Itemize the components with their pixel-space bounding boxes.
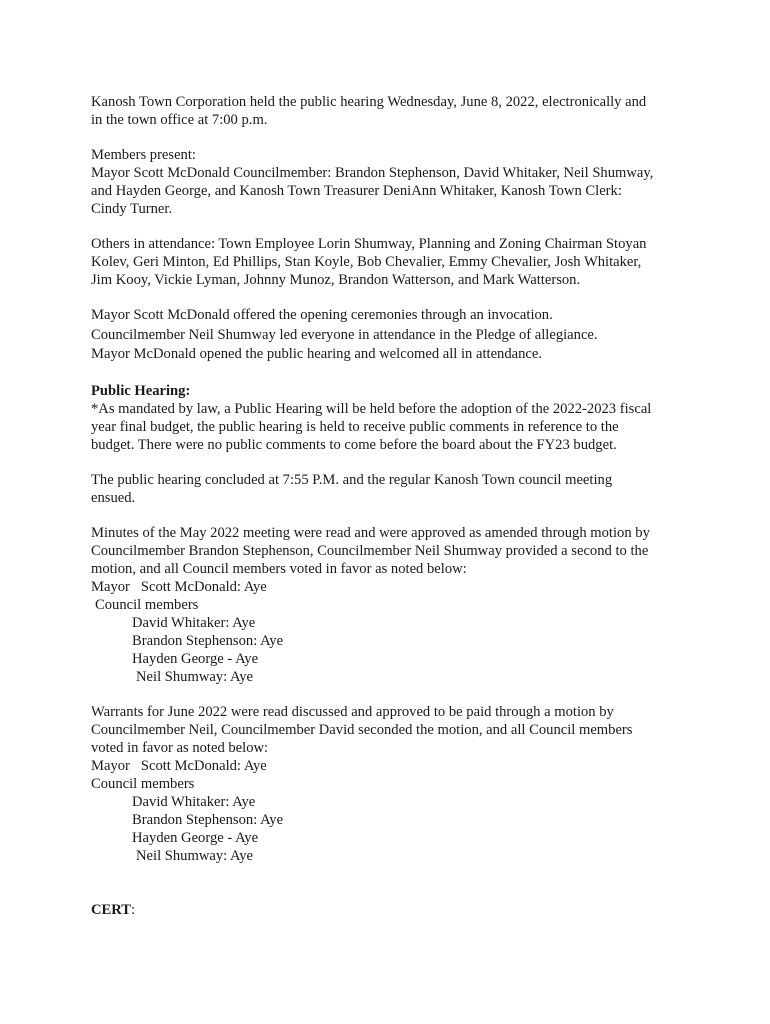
public-hearing-line: budget. There were no public comments to come before the board about the FY23 budget. [91, 436, 617, 453]
cert-line [91, 901, 691, 919]
warrants-paragraph [91, 703, 691, 865]
document-page [91, 93, 691, 919]
conclusion-line: ensued. [91, 489, 136, 506]
minutes-vote: Brandon Stephenson: Aye [132, 632, 284, 649]
warrants-council-label: Council members [91, 775, 195, 792]
opening-line: Mayor McDonald opened the public hearing and welcomed all in attendance. [91, 346, 543, 362]
minutes-line: motion, and all Council members voted in favor as noted below: [91, 560, 467, 577]
others-line: Jim Kooy, Vickie Lyman, Johnny Munoz, Brandon Watterson, and Mark Watterson. [91, 272, 581, 288]
intro-paragraph [91, 93, 691, 129]
minutes-council-label: Council members [95, 596, 199, 613]
intro-line: in the town office at 7:00 p.m. [91, 112, 268, 128]
public-hearing-line: *As mandated by law, a Public Hearing will be held before the adoption of the 2022-2023 fiscal [91, 400, 652, 417]
minutes-vote: Hayden George - Aye [132, 650, 259, 667]
cert-colon: : [131, 901, 136, 918]
minutes-mayor-vote: Mayor Scott McDonald: Aye [91, 578, 267, 595]
members-heading: Members present: [91, 147, 196, 163]
public-hearing-line: year final budget, the public hearing is held to receive public comments in reference to the [91, 418, 619, 435]
minutes-line: Councilmember Brandon Stephenson, Councilmember Neil Shumway provided a second to the [91, 542, 649, 559]
warrants-line: Warrants for June 2022 were read discussed and approved to be paid through a motion by [91, 703, 614, 720]
others-line: Kolev, Geri Minton, Ed Phillips, Stan Koyle, Bob Chevalier, Emmy Chevalier, Josh Whitaker, [91, 254, 642, 270]
conclusion-paragraph [91, 471, 691, 507]
others-paragraph [91, 235, 691, 289]
others-line: Others in attendance: Town Employee Lorin Shumway, Planning and Zoning Chairman Stoyan [91, 236, 647, 252]
warrants-mayor-vote: Mayor Scott McDonald: Aye [91, 757, 267, 774]
opening-paragraph [91, 306, 691, 365]
warrants-vote: Brandon Stephenson: Aye [132, 811, 284, 828]
warrants-vote: Hayden George - Aye [132, 829, 259, 846]
minutes-vote: Neil Shumway: Aye [136, 668, 254, 685]
warrants-vote: Neil Shumway: Aye [136, 847, 254, 864]
members-line: Mayor Scott McDonald Councilmember: Brandon Stephenson, David Whitaker, Neil Shumway, [91, 165, 654, 181]
warrants-line: voted in favor as noted below: [91, 739, 269, 756]
intro-line: Kanosh Town Corporation held the public hearing Wednesday, June 8, 2022, electronically and [91, 94, 647, 110]
members-line: and Hayden George, and Kanosh Town Treasurer DeniAnn Whitaker, Kanosh Town Clerk: [91, 183, 622, 199]
members-line: Cindy Turner. [91, 201, 173, 217]
public-hearing-heading: Public Hearing: [91, 382, 191, 399]
public-hearing-paragraph [91, 382, 691, 454]
warrants-line: Councilmember Neil, Councilmember David seconded the motion, and all Council members [91, 721, 633, 738]
minutes-paragraph [91, 524, 691, 686]
conclusion-line: The public hearing concluded at 7:55 P.M. and the regular Kanosh Town council meeting [91, 471, 613, 488]
minutes-vote: David Whitaker: Aye [132, 614, 256, 631]
cert-label: CERT [91, 901, 132, 918]
opening-line: Councilmember Neil Shumway led everyone in attendance in the Pledge of allegiance. [91, 326, 598, 343]
members-paragraph [91, 146, 691, 218]
opening-line: Mayor Scott McDonald offered the opening ceremonies through an invocation. [91, 307, 553, 323]
warrants-vote: David Whitaker: Aye [132, 793, 256, 810]
minutes-line: Minutes of the May 2022 meeting were read and were approved as amended through motion by [91, 524, 650, 541]
